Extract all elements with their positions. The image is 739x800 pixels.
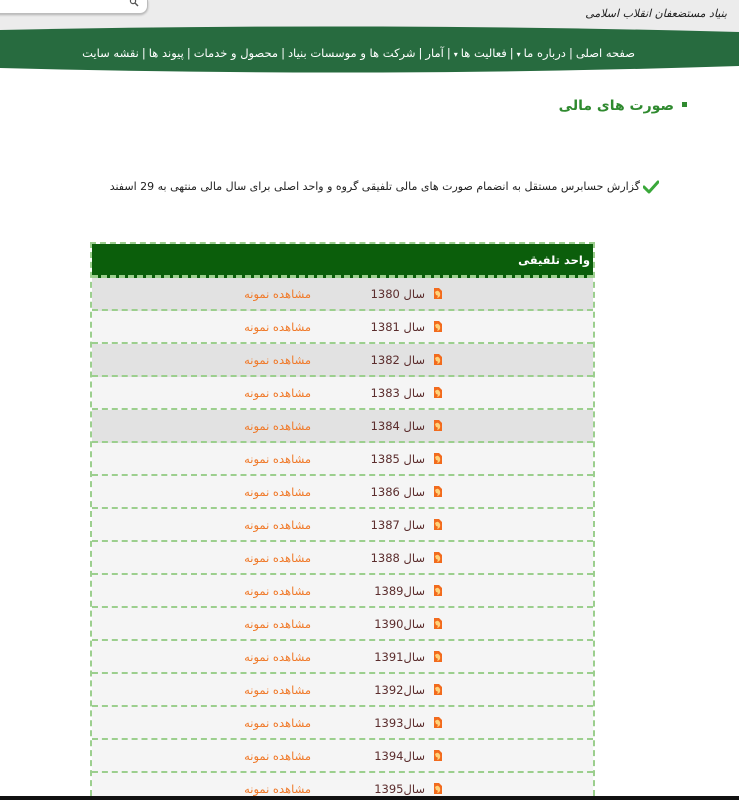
view-sample-link[interactable]: مشاهده نمونه — [244, 485, 311, 499]
nav-item-label: نقشه سایت — [82, 46, 139, 60]
year-label: سال1395 — [374, 782, 425, 796]
nav-item-label: صفحه اصلی — [575, 46, 635, 60]
nav-separator: | — [509, 46, 514, 60]
nav-item-label: پیوند ها — [148, 46, 184, 60]
table-header: واحد تلفیقی — [92, 244, 593, 278]
document-icon — [432, 353, 443, 366]
document-icon — [432, 650, 443, 663]
year-label: سال 1386 — [370, 485, 425, 499]
year-label: سال1394 — [374, 749, 425, 763]
document-icon — [432, 518, 443, 531]
document-icon — [432, 419, 443, 432]
nav-separator: | — [568, 46, 573, 60]
table-row — [92, 278, 593, 311]
year-label: سال 1381 — [370, 320, 425, 334]
nav-item-label: درباره ما — [523, 46, 566, 60]
year-label: سال1390 — [374, 617, 425, 631]
nav-item-label: شرکت ها و موسسات بنیاد — [287, 46, 416, 60]
nav-separator: | — [446, 46, 451, 60]
view-sample-link[interactable]: مشاهده نمونه — [244, 551, 311, 565]
view-sample-link[interactable]: مشاهده نمونه — [244, 452, 311, 466]
year-label: سال 1380 — [370, 287, 425, 301]
document-icon — [432, 584, 443, 597]
chevron-down-icon: ▾ — [516, 50, 521, 59]
site-logo[interactable]: بنیاد مستضعفان انقلاب اسلامی — [585, 7, 727, 20]
view-sample-link[interactable]: مشاهده نمونه — [244, 518, 311, 532]
search-input[interactable] — [0, 0, 148, 14]
year-label: سال1389 — [374, 584, 425, 598]
table-row — [92, 608, 593, 641]
view-sample-link[interactable]: مشاهده نمونه — [244, 683, 311, 697]
main-nav — [0, 46, 739, 68]
nav-separator: | — [418, 46, 423, 60]
document-icon — [432, 452, 443, 465]
view-sample-link[interactable]: مشاهده نمونه — [244, 320, 311, 334]
table-row — [92, 410, 593, 443]
view-sample-link[interactable]: مشاهده نمونه — [244, 617, 311, 631]
nav-item[interactable] — [454, 46, 507, 60]
document-icon — [432, 782, 443, 795]
year-label: سال1392 — [374, 683, 425, 697]
document-icon — [432, 287, 443, 300]
document-icon — [432, 551, 443, 564]
report-text: گزارش حسابرس مستقل به انضمام صورت های مالی تلفیقی گروه و واحد اصلی برای سال مالی منتهی به 29 اسفند — [109, 180, 640, 193]
table-row — [92, 707, 593, 740]
view-sample-link[interactable]: مشاهده نمونه — [244, 386, 311, 400]
nav-item-label: فعالیت ها — [460, 46, 507, 60]
year-label: سال 1384 — [370, 419, 425, 433]
year-label: سال1393 — [374, 716, 425, 730]
table-row — [92, 575, 593, 608]
report-line — [110, 180, 659, 194]
document-icon — [432, 683, 443, 696]
document-icon — [432, 485, 443, 498]
page-title-text: صورت های مالی — [558, 98, 674, 114]
table-row — [92, 311, 593, 344]
table-row — [92, 443, 593, 476]
table-row — [92, 476, 593, 509]
document-icon — [432, 749, 443, 762]
nav-item-label: آمار — [425, 46, 444, 60]
document-icon — [432, 386, 443, 399]
year-label: سال 1388 — [370, 551, 425, 565]
table-row — [92, 377, 593, 410]
table-row — [92, 674, 593, 707]
year-label: سال 1382 — [370, 353, 425, 367]
year-label: سال 1385 — [370, 452, 425, 466]
nav-separator: | — [281, 46, 285, 60]
nav-separator: | — [141, 46, 146, 60]
nav-item[interactable] — [517, 46, 566, 60]
chevron-down-icon: ▾ — [453, 50, 458, 59]
year-label: سال1391 — [374, 650, 425, 664]
search-icon[interactable] — [129, 0, 139, 7]
view-sample-link[interactable]: مشاهده نمونه — [244, 749, 311, 763]
document-icon — [432, 617, 443, 630]
nav-item[interactable] — [288, 46, 416, 60]
table-row — [92, 344, 593, 377]
nav-item[interactable] — [576, 46, 635, 60]
nav-item[interactable] — [82, 46, 139, 60]
view-sample-link[interactable]: مشاهده نمونه — [244, 287, 311, 301]
year-label: سال 1383 — [370, 386, 425, 400]
view-sample-link[interactable]: مشاهده نمونه — [244, 419, 311, 433]
table-row — [92, 641, 593, 674]
nav-separator: | — [186, 46, 191, 60]
document-icon — [432, 320, 443, 333]
page-title — [559, 98, 687, 114]
nav-item[interactable] — [425, 46, 443, 60]
table-row — [92, 509, 593, 542]
view-sample-link[interactable]: مشاهده نمونه — [244, 584, 311, 598]
year-label: سال 1387 — [370, 518, 425, 532]
view-sample-link[interactable]: مشاهده نمونه — [244, 716, 311, 730]
view-sample-link[interactable]: مشاهده نمونه — [244, 353, 311, 367]
nav-item-label: محصول و خدمات — [193, 46, 279, 60]
title-bullet-icon — [682, 102, 687, 107]
view-sample-link[interactable]: مشاهده نمونه — [244, 650, 311, 664]
document-icon — [432, 716, 443, 729]
nav-item[interactable] — [194, 46, 278, 60]
table-row — [92, 542, 593, 575]
nav-item[interactable] — [149, 46, 184, 60]
check-icon — [643, 180, 659, 194]
bottom-edge — [0, 796, 739, 800]
statements-table — [90, 242, 595, 800]
view-sample-link[interactable]: مشاهده نمونه — [244, 782, 311, 796]
table-row — [92, 740, 593, 773]
